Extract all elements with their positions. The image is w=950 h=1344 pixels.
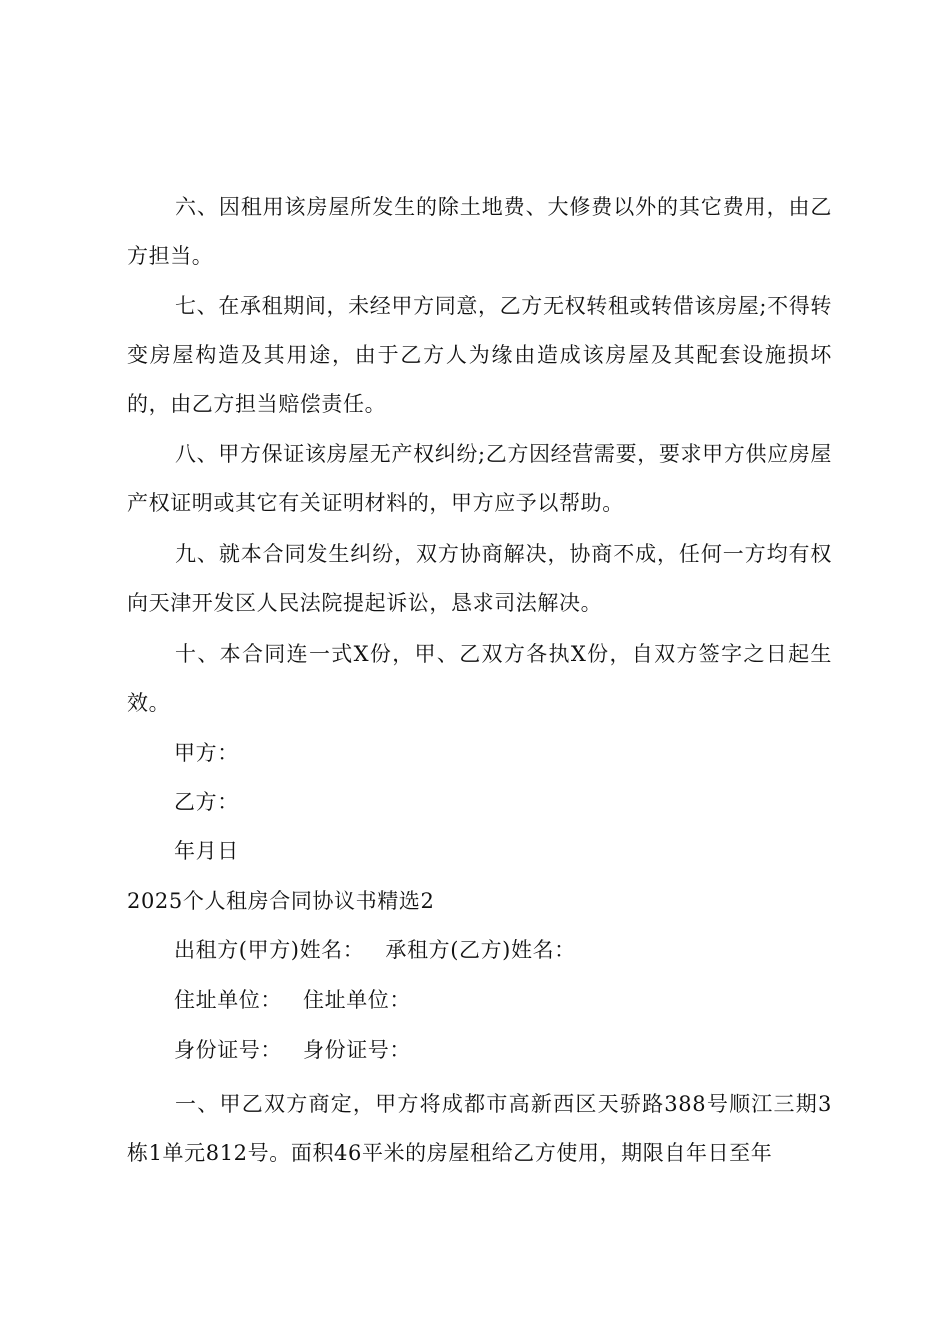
lessee-name-label: 承租方(乙方)姓名：	[385, 938, 576, 962]
lessor-name-label: 出租方(甲方)姓名：	[174, 938, 365, 962]
signature-date: 年月日	[174, 839, 239, 863]
signature-party-b: 乙方：	[174, 790, 239, 814]
clause-1: 一、甲乙双方商定，甲方将成都市高新西区天骄路388号顺江三期3栋1单元812号。面积46平米的房屋租给乙方使用，期限自年日至年	[127, 1092, 832, 1165]
signature-party-a: 甲方：	[174, 741, 239, 765]
clause-6: 六、因租用该房屋所发生的除土地费、大修费以外的其它费用，由乙方担当。	[127, 195, 832, 268]
id-label-b: 身份证号：	[303, 1038, 411, 1062]
id-number-row	[174, 1026, 411, 1075]
address-label-b: 住址单位：	[303, 988, 411, 1012]
address-row	[174, 976, 411, 1025]
clause-10: 十、本合同连一式X份，甲、乙双方各执X份，自双方签字之日起生效。	[127, 642, 832, 715]
section-title: 2025个人租房合同协议书精选2	[127, 889, 435, 913]
id-label-a: 身份证号：	[174, 1038, 282, 1062]
party-names-row	[174, 926, 576, 975]
clause-9: 九、就本合同发生纠纷，双方协商解决，协商不成，任何一方均有权向天津开发区人民法院提起诉讼，恳求司法解决。	[127, 542, 832, 615]
clause-8: 八、甲方保证该房屋无产权纠纷;乙方因经营需要，要求甲方供应房屋产权证明或其它有关证明材料的，甲方应予以帮助。	[127, 442, 832, 515]
clause-7: 七、在承租期间，未经甲方同意，乙方无权转租或转借该房屋;不得转变房屋构造及其用途，由于乙方人为缘由造成该房屋及其配套设施损坏的，由乙方担当赔偿责任。	[127, 294, 832, 416]
address-label-a: 住址单位：	[174, 988, 282, 1012]
